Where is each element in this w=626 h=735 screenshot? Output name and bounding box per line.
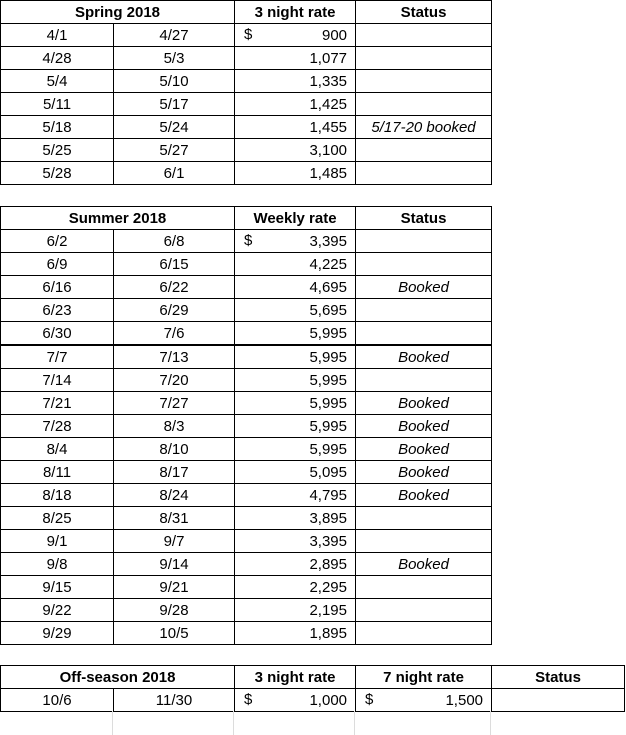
currency-symbol: $ xyxy=(244,691,253,708)
status-cell xyxy=(356,253,492,276)
end-date: 5/3 xyxy=(114,47,235,70)
currency-symbol: $ xyxy=(365,691,374,708)
spring-row xyxy=(1,47,492,70)
end-date: 10/5 xyxy=(114,622,235,645)
rate-cell xyxy=(235,162,356,185)
status-cell: Booked xyxy=(356,484,492,507)
rate-cell xyxy=(235,253,356,276)
end-date: 8/10 xyxy=(114,438,235,461)
start-date: 7/28 xyxy=(1,415,114,438)
status-cell: Booked xyxy=(356,345,492,369)
rate-cell xyxy=(235,345,356,369)
start-date: 4/28 xyxy=(1,47,114,70)
status-cell xyxy=(356,507,492,530)
start-date: 7/7 xyxy=(1,345,114,369)
rate-cell xyxy=(235,369,356,392)
grid-cell xyxy=(355,711,491,735)
rate-value: 3,895 xyxy=(309,509,347,527)
rate-cell xyxy=(235,599,356,622)
start-date: 4/1 xyxy=(1,24,114,47)
rate-cell xyxy=(235,47,356,70)
rate-value: 5,695 xyxy=(309,301,347,319)
rate-cell xyxy=(235,276,356,299)
summer-row xyxy=(1,484,492,507)
summer-status-header: Status xyxy=(356,207,492,230)
empty-grid-row xyxy=(0,711,626,735)
rate-value: 1,335 xyxy=(309,72,348,90)
rate-value: 5,995 xyxy=(309,371,347,389)
start-date: 5/28 xyxy=(1,162,114,185)
summer-row xyxy=(1,253,492,276)
offseason-rate-table xyxy=(0,665,625,712)
offseason-rate7-header: 7 night rate xyxy=(356,666,492,689)
summer-row xyxy=(1,576,492,599)
start-date: 9/15 xyxy=(1,576,114,599)
status-cell: Booked xyxy=(356,553,492,576)
summer-rate-table xyxy=(0,206,492,645)
end-date: 5/10 xyxy=(114,70,235,93)
rate-value: 2,895 xyxy=(309,555,347,573)
grid-cell xyxy=(0,711,113,735)
start-date: 6/30 xyxy=(1,322,114,346)
status-cell: Booked xyxy=(356,415,492,438)
end-date: 8/17 xyxy=(114,461,235,484)
end-date: 4/27 xyxy=(114,24,235,47)
end-date: 6/29 xyxy=(114,299,235,322)
end-date: 9/21 xyxy=(114,576,235,599)
status-cell xyxy=(356,322,492,346)
summer-row xyxy=(1,530,492,553)
status-cell xyxy=(356,530,492,553)
spring-row xyxy=(1,70,492,93)
spring-row xyxy=(1,116,492,139)
rate-value: 1,077 xyxy=(309,49,348,67)
end-date: 9/7 xyxy=(114,530,235,553)
rate-value: 5,995 xyxy=(309,440,347,458)
status-cell xyxy=(356,230,492,253)
status-cell xyxy=(356,162,492,185)
status-cell xyxy=(356,24,492,47)
status-cell xyxy=(356,47,492,70)
spring-header-row xyxy=(1,1,492,24)
rate-value: 4,695 xyxy=(309,278,347,296)
start-date: 9/29 xyxy=(1,622,114,645)
rate-value: 5,095 xyxy=(309,463,347,481)
spring-rate-table xyxy=(0,0,492,185)
end-date: 7/20 xyxy=(114,369,235,392)
end-date: 5/24 xyxy=(114,116,235,139)
start-date: 9/22 xyxy=(1,599,114,622)
rate-cell xyxy=(235,484,356,507)
rate-value: 4,225 xyxy=(309,255,347,273)
start-date: 6/2 xyxy=(1,230,114,253)
end-date: 7/13 xyxy=(114,345,235,369)
rate-value: 2,295 xyxy=(309,578,347,596)
spring-status-header: Status xyxy=(356,1,492,24)
status-cell xyxy=(356,576,492,599)
summer-row xyxy=(1,438,492,461)
status-cell: Booked xyxy=(356,438,492,461)
end-date: 8/3 xyxy=(114,415,235,438)
rate-cell xyxy=(235,116,356,139)
start-date: 8/11 xyxy=(1,461,114,484)
rate-value: 1,425 xyxy=(309,95,348,113)
end-date: 6/1 xyxy=(114,162,235,185)
rate-cell xyxy=(235,93,356,116)
summer-header-row xyxy=(1,207,492,230)
summer-row xyxy=(1,322,492,346)
start-date: 7/21 xyxy=(1,392,114,415)
start-date: 5/11 xyxy=(1,93,114,116)
rate-value: 5,995 xyxy=(309,348,347,366)
summer-row xyxy=(1,507,492,530)
rate-value: 1,895 xyxy=(309,624,347,642)
status-cell xyxy=(356,139,492,162)
rate-cell xyxy=(235,415,356,438)
offseason-title: Off-season 2018 xyxy=(1,666,235,689)
offseason-start-date: 10/6 xyxy=(1,689,114,712)
start-date: 7/14 xyxy=(1,369,114,392)
end-date: 7/6 xyxy=(114,322,235,346)
summer-rate-header: Weekly rate xyxy=(235,207,356,230)
status-cell xyxy=(356,622,492,645)
spring-row xyxy=(1,162,492,185)
rate-value: 4,795 xyxy=(309,486,347,504)
start-date: 6/16 xyxy=(1,276,114,299)
grid-cell xyxy=(234,711,355,735)
rate-value: 3,395 xyxy=(309,532,347,550)
summer-row xyxy=(1,415,492,438)
rate-cell xyxy=(235,576,356,599)
end-date: 5/17 xyxy=(114,93,235,116)
status-cell xyxy=(356,93,492,116)
summer-row xyxy=(1,230,492,253)
rate-cell xyxy=(235,70,356,93)
rate-cell xyxy=(235,461,356,484)
offseason-status xyxy=(492,689,625,712)
offseason-rate7-cell xyxy=(356,689,492,712)
status-cell: Booked xyxy=(356,461,492,484)
spring-row xyxy=(1,24,492,47)
rate-cell xyxy=(235,507,356,530)
summer-row xyxy=(1,299,492,322)
rate-cell xyxy=(235,438,356,461)
grid-cell xyxy=(113,711,234,735)
rate-value: 5,995 xyxy=(309,394,347,412)
offseason-rate3-header: 3 night rate xyxy=(235,666,356,689)
end-date: 6/15 xyxy=(114,253,235,276)
status-cell xyxy=(356,599,492,622)
status-cell xyxy=(356,369,492,392)
rate-cell xyxy=(235,622,356,645)
offseason-header-row xyxy=(1,666,625,689)
offseason-rate3-value: 1,000 xyxy=(309,691,348,709)
rate-cell xyxy=(235,299,356,322)
rate-value: 900 xyxy=(321,26,348,44)
end-date: 7/27 xyxy=(114,392,235,415)
end-date: 8/24 xyxy=(114,484,235,507)
spring-title: Spring 2018 xyxy=(1,1,235,24)
summer-row xyxy=(1,276,492,299)
rate-cell xyxy=(235,139,356,162)
status-cell: Booked xyxy=(356,276,492,299)
rate-value: 3,100 xyxy=(309,141,348,159)
start-date: 5/25 xyxy=(1,139,114,162)
summer-row xyxy=(1,461,492,484)
status-cell: 5/17-20 booked xyxy=(356,116,492,139)
rate-value: 5,995 xyxy=(309,324,347,342)
end-date: 6/22 xyxy=(114,276,235,299)
start-date: 9/8 xyxy=(1,553,114,576)
rate-value: 3,395 xyxy=(309,232,347,250)
rate-cell xyxy=(235,322,356,346)
rate-value: 1,455 xyxy=(309,118,348,136)
start-date: 5/18 xyxy=(1,116,114,139)
rate-cell xyxy=(235,392,356,415)
summer-row xyxy=(1,392,492,415)
rate-value: 1,485 xyxy=(309,164,348,182)
start-date: 5/4 xyxy=(1,70,114,93)
start-date: 8/4 xyxy=(1,438,114,461)
offseason-rate3-cell xyxy=(235,689,356,712)
offseason-row xyxy=(1,689,625,712)
rate-cell xyxy=(235,24,356,47)
spring-row xyxy=(1,93,492,116)
end-date: 6/8 xyxy=(114,230,235,253)
status-cell xyxy=(356,299,492,322)
status-cell xyxy=(356,70,492,93)
summer-row xyxy=(1,553,492,576)
summer-row xyxy=(1,369,492,392)
start-date: 6/23 xyxy=(1,299,114,322)
offseason-rate7-value: 1,500 xyxy=(445,691,484,709)
start-date: 8/25 xyxy=(1,507,114,530)
rate-cell xyxy=(235,530,356,553)
offseason-end-date: 11/30 xyxy=(114,689,235,712)
end-date: 9/14 xyxy=(114,553,235,576)
summer-title: Summer 2018 xyxy=(1,207,235,230)
start-date: 8/18 xyxy=(1,484,114,507)
rate-cell xyxy=(235,553,356,576)
spring-row xyxy=(1,139,492,162)
currency-symbol: $ xyxy=(244,232,253,249)
currency-symbol: $ xyxy=(244,26,253,43)
start-date: 6/9 xyxy=(1,253,114,276)
summer-row xyxy=(1,622,492,645)
offseason-status-header: Status xyxy=(492,666,625,689)
end-date: 8/31 xyxy=(114,507,235,530)
rate-value: 5,995 xyxy=(309,417,347,435)
end-date: 9/28 xyxy=(114,599,235,622)
summer-row xyxy=(1,345,492,369)
rate-cell xyxy=(235,230,356,253)
rate-value: 2,195 xyxy=(309,601,347,619)
end-date: 5/27 xyxy=(114,139,235,162)
status-cell: Booked xyxy=(356,392,492,415)
start-date: 9/1 xyxy=(1,530,114,553)
summer-row xyxy=(1,599,492,622)
spring-rate-header: 3 night rate xyxy=(235,1,356,24)
